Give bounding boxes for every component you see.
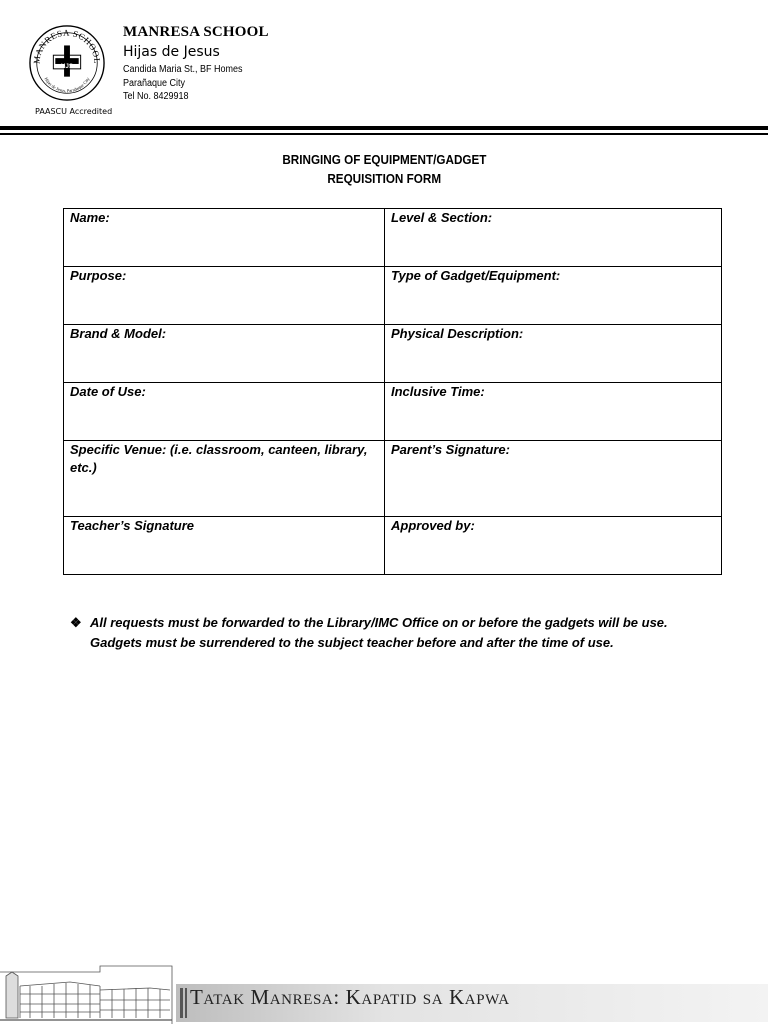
field-label: Approved by: <box>391 518 475 533</box>
table-row <box>64 517 722 575</box>
field-label: Date of Use: <box>70 384 146 399</box>
school-name: MANRESA SCHOOL <box>123 24 269 40</box>
field-label: Type of Gadget/Equipment: <box>391 268 561 283</box>
field-label: Name: <box>70 210 110 225</box>
field-label: Brand & Model: <box>70 326 167 341</box>
accreditation-label: PAASCU Accredited <box>35 107 113 116</box>
header-divider-thin <box>0 133 768 135</box>
diamond-bullet-icon: ❖ <box>70 615 82 630</box>
approved-by-field[interactable] <box>385 517 722 575</box>
header-divider-thick <box>0 126 768 130</box>
table-row <box>64 267 722 325</box>
seal-arc-bottom: Hijas de Jesus, Parañaque City <box>43 76 91 94</box>
school-info <box>123 24 269 104</box>
table-row <box>64 383 722 441</box>
requisition-form-table <box>63 208 722 575</box>
parent-signature-field[interactable] <box>385 441 722 517</box>
field-label: Teacher’s Signature <box>70 518 195 533</box>
field-label: Purpose: <box>70 268 127 283</box>
telephone-number: Tel No. 8429918 <box>123 91 189 102</box>
level-section-field[interactable] <box>385 209 722 267</box>
form-title-line-1: BRINGING OF EQUIPMENT/GADGET <box>281 152 487 167</box>
table-row <box>64 441 722 517</box>
table-row <box>64 209 722 267</box>
brand-model-field[interactable] <box>64 325 385 383</box>
school-seal-logo <box>28 24 106 102</box>
form-title <box>0 150 768 188</box>
gadget-type-field[interactable] <box>385 267 722 325</box>
field-label: Specific Venue: (i.e. classroom, canteen, library, etc.) <box>70 442 368 475</box>
form-title-line-2: REQUISITION FORM <box>327 171 441 186</box>
instructions-note <box>70 613 710 653</box>
physical-description-field[interactable] <box>385 325 722 383</box>
school-building-illustration <box>0 966 172 1024</box>
table-row <box>64 325 722 383</box>
name-field[interactable] <box>64 209 385 267</box>
footer-motto: Tatak Manresa: Kapatid sa Kapwa <box>190 985 510 1009</box>
date-of-use-field[interactable] <box>64 383 385 441</box>
field-label: Parent’s Signature: <box>391 442 510 457</box>
field-label: Physical Description: <box>391 326 524 341</box>
address-line-2: Parañaque City <box>123 77 186 89</box>
teacher-signature-field[interactable] <box>64 517 385 575</box>
congregation-name: Hijas de Jesus <box>123 44 220 60</box>
seal-arc-top: MANRESA SCHOOL <box>31 27 103 65</box>
address-line-1: Candida Maria St., BF Homes <box>123 64 243 75</box>
field-label: Inclusive Time: <box>391 384 485 399</box>
purpose-field[interactable] <box>64 267 385 325</box>
specific-venue-field[interactable] <box>64 441 385 517</box>
note-text: All requests must be forwarded to the Library/IMC Office on or before the gadgets will be use. Gadgets must be surrendered to the subject teacher before and after the time of use. <box>90 615 668 650</box>
seal-monogram: HJS <box>60 62 74 70</box>
field-label: Level & Section: <box>391 210 493 225</box>
inclusive-time-field[interactable] <box>385 383 722 441</box>
